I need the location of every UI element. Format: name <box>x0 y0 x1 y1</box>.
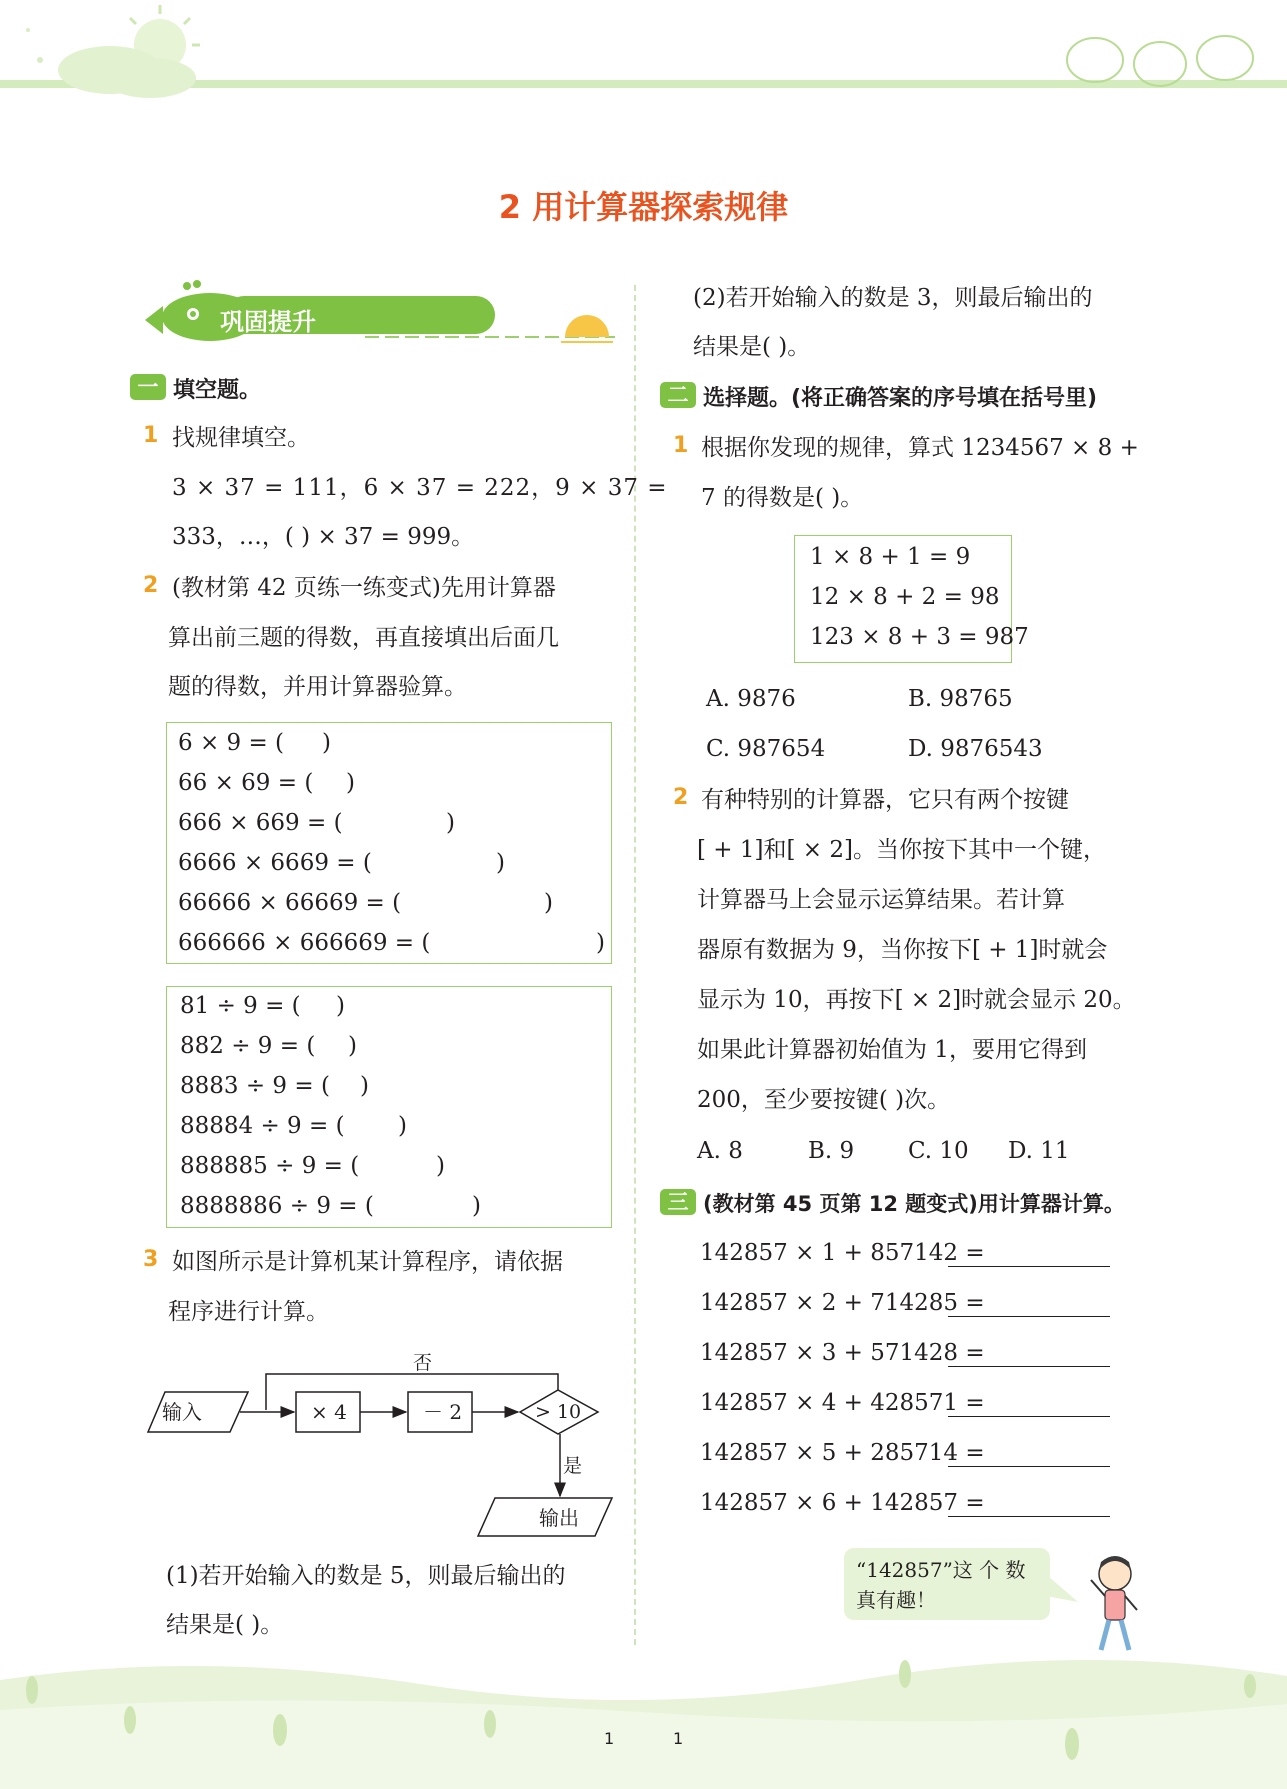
calc-row: 142857 × 1 + 857142 = <box>700 1240 985 1266</box>
question-text: 如果此计算器初始值为 1，要用它得到 <box>697 1037 1087 1063</box>
answer-line[interactable] <box>948 1366 1110 1367</box>
question-number: 2 <box>673 785 689 810</box>
option-b: B. 9 <box>808 1138 855 1164</box>
exercise-line: 6666 × 6669 = ( ) <box>178 850 505 876</box>
question-text: 程序进行计算。 <box>168 1299 329 1325</box>
header-decoration <box>0 0 1287 110</box>
question-number: 1 <box>143 423 159 448</box>
question-number: 3 <box>143 1247 159 1272</box>
calc-row: 142857 × 2 + 714285 = <box>700 1290 985 1316</box>
answer-line[interactable] <box>948 1466 1110 1467</box>
bubble-text: 真有趣！ <box>856 1588 936 1612</box>
calc-row: 142857 × 5 + 285714 = <box>700 1440 985 1466</box>
section-heading-2: 选择题。(将正确答案的序号填在括号里) <box>703 386 1098 411</box>
flow-no-label: 否 <box>413 1352 433 1374</box>
question-text: (2)若开始输入的数是 3，则最后输出的 <box>693 285 1093 311</box>
exercise-line: 81 ÷ 9 = ( ) <box>180 993 345 1019</box>
option-d: D. 11 <box>1008 1138 1070 1164</box>
exercise-line: 6 × 9 = ( ) <box>178 730 331 756</box>
question-text: 根据你发现的规律，算式 1234567 × 8 + <box>701 435 1139 461</box>
option-a: A. 9876 <box>706 686 796 712</box>
answer-line[interactable] <box>948 1516 1110 1517</box>
answer-line[interactable] <box>948 1266 1110 1267</box>
question-text: 结果是( )。 <box>166 1612 284 1638</box>
pattern-line: 12 × 8 + 2 = 98 <box>810 584 1000 610</box>
bubble-text: “142857”这 个 数 <box>856 1558 1026 1582</box>
flow-subtract-label: － 2 <box>423 1400 463 1424</box>
question-number: 2 <box>143 573 159 598</box>
option-a: A. 8 <box>697 1138 743 1164</box>
calc-row: 142857 × 4 + 428571 = <box>700 1390 985 1416</box>
pattern-line: 123 × 8 + 3 = 987 <box>810 624 1029 650</box>
question-number: 1 <box>673 433 689 458</box>
question-text: (1)若开始输入的数是 5，则最后输出的 <box>166 1563 566 1589</box>
option-d: D. 9876543 <box>908 736 1043 762</box>
page-number-left: 1 <box>604 1729 615 1748</box>
section-heading-1: 填空题。 <box>173 378 262 403</box>
section-tag-1: 一 <box>130 374 166 400</box>
question-text: 3 × 37 = 111，6 × 37 = 222，9 × 37 = <box>172 475 668 501</box>
question-text: 有种特别的计算器，它只有两个按键 <box>701 787 1069 813</box>
answer-line[interactable] <box>948 1316 1110 1317</box>
exercise-line: 66666 × 66669 = ( ) <box>178 890 553 916</box>
question-text: 显示为 10，再按下[ × 2]时就会显示 20。 <box>697 987 1136 1013</box>
option-b: B. 98765 <box>908 686 1013 712</box>
question-text: 找规律填空。 <box>172 425 310 451</box>
exercise-line: 666 × 669 = ( ) <box>178 810 455 836</box>
section-tag-3: 三 <box>660 1189 696 1215</box>
exercise-line: 66 × 69 = ( ) <box>178 770 355 796</box>
question-text: 器原有数据为 9，当你按下[ + 1]时就会 <box>697 937 1108 963</box>
pattern-line: 1 × 8 + 1 = 9 <box>810 544 971 570</box>
question-text: 如图所示是计算机某计算程序，请依据 <box>172 1249 563 1275</box>
section-heading-3: (教材第 45 页第 12 题变式)用计算器计算。 <box>703 1192 1125 1216</box>
option-c: C. 987654 <box>706 736 826 762</box>
exercise-line: 8888886 ÷ 9 = ( ) <box>180 1193 481 1219</box>
section-tag-2: 二 <box>660 382 696 408</box>
question-text: 结果是( )。 <box>693 334 811 360</box>
question-text: 计算器马上会显示运算结果。若计算 <box>697 887 1065 913</box>
exercise-line: 8883 ÷ 9 = ( ) <box>180 1073 369 1099</box>
option-c: C. 10 <box>908 1138 969 1164</box>
flow-input-label: 输入 <box>162 1400 202 1424</box>
banner-title: 巩固提升 <box>220 308 316 336</box>
answer-line[interactable] <box>948 1416 1110 1417</box>
calc-row: 142857 × 3 + 571428 = <box>700 1340 985 1366</box>
question-text: (教材第 42 页练一练变式)先用计算器 <box>172 575 556 601</box>
question-text: 7 的得数是( )。 <box>701 485 864 511</box>
question-text: 333，…，( ) × 37 = 999。 <box>172 524 475 550</box>
calc-row: 142857 × 6 + 142857 = <box>700 1490 985 1516</box>
flow-output-label: 输出 <box>539 1506 579 1530</box>
question-text: 算出前三题的得数，再直接填出后面几 <box>168 625 559 651</box>
exercise-line: 88884 ÷ 9 = ( ) <box>180 1113 407 1139</box>
flow-multiply-label: × 4 <box>311 1400 347 1424</box>
flow-yes-label: 是 <box>563 1455 583 1477</box>
exercise-line: 888885 ÷ 9 = ( ) <box>180 1153 445 1179</box>
flow-condition-label: > 10 <box>535 1401 582 1423</box>
exercise-line: 666666 × 666669 = ( ) <box>178 930 605 956</box>
footer-decoration <box>0 1640 1287 1789</box>
question-text: 200，至少要按键( )次。 <box>697 1087 951 1113</box>
banner-decoration <box>135 280 625 345</box>
page-number-right: 1 <box>673 1729 684 1748</box>
page-title: 2 用计算器探索规律 <box>498 188 789 226</box>
exercise-line: 882 ÷ 9 = ( ) <box>180 1033 357 1059</box>
question-text: 题的得数，并用计算器验算。 <box>168 674 467 700</box>
question-text: [ + 1]和[ × 2]。当你按下其中一个键， <box>697 837 1106 863</box>
